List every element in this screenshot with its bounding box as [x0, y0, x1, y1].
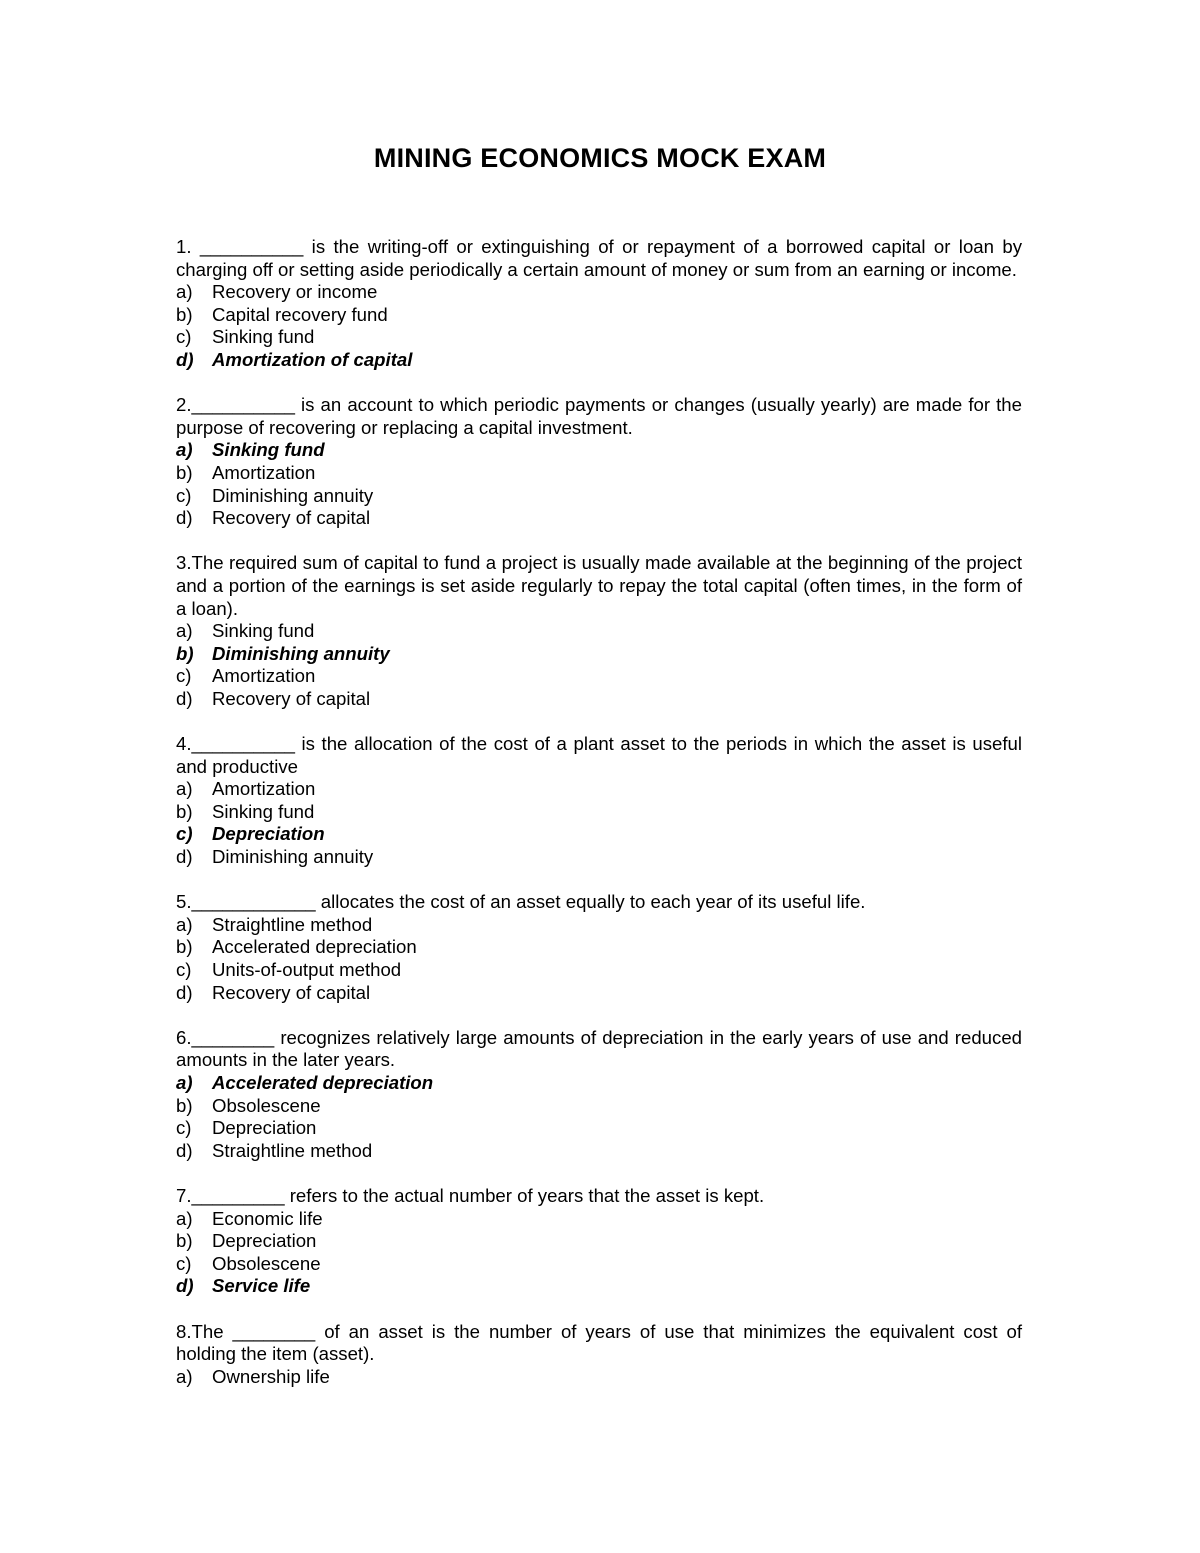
page-title: MINING ECONOMICS MOCK EXAM [373, 143, 827, 173]
option-text: Straightline method [212, 1139, 373, 1161]
question-stem: 8.The ________ of an asset is the number of years of use that minimizes the equivalent cost of holding the item (asset). [176, 1320, 1022, 1365]
option-letter: b) [176, 1230, 193, 1252]
answer-option [176, 485, 1022, 508]
option-letter: a) [176, 1365, 193, 1387]
option-text: Depreciation [212, 1117, 317, 1139]
option-list [176, 1366, 1022, 1389]
correct-answer-option [176, 1072, 1022, 1095]
option-letter: b) [176, 303, 193, 325]
option-list [176, 1208, 1022, 1298]
option-text: Obsolescene [212, 1252, 321, 1274]
option-text: Diminishing annuity [212, 846, 374, 868]
correct-answer-option [176, 349, 1022, 372]
option-text: Sinking fund [212, 439, 325, 461]
option-text: Service life [212, 1275, 311, 1297]
option-text: Amortization [212, 778, 316, 800]
question-6 [176, 1027, 1022, 1163]
correct-answer-option [176, 1275, 1022, 1298]
option-text: Capital recovery fund [212, 303, 388, 325]
option-letter: d) [176, 981, 193, 1003]
correct-answer-option [176, 823, 1022, 846]
option-text: Recovery of capital [212, 981, 371, 1003]
option-letter: b) [176, 1094, 193, 1116]
option-text: Amortization of capital [212, 348, 413, 370]
option-letter: d) [176, 1139, 193, 1161]
answer-option [176, 620, 1022, 643]
correct-answer-option [176, 439, 1022, 462]
answer-option [176, 462, 1022, 485]
option-letter: c) [176, 1252, 192, 1274]
answer-option [176, 281, 1022, 304]
option-text: Depreciation [212, 823, 325, 845]
option-list [176, 620, 1022, 710]
option-text: Accelerated depreciation [212, 936, 417, 958]
question-7 [176, 1185, 1022, 1298]
option-list [176, 914, 1022, 1004]
answer-option [176, 326, 1022, 349]
option-text: Straightline method [212, 913, 373, 935]
question-2 [176, 394, 1022, 530]
option-text: Economic life [212, 1207, 323, 1229]
answer-option [176, 665, 1022, 688]
answer-option [176, 1366, 1022, 1389]
answer-option [176, 1140, 1022, 1163]
answer-option [176, 778, 1022, 801]
option-text: Recovery or income [212, 281, 378, 303]
answer-option [176, 1230, 1022, 1253]
question-stem: 4.__________ is the allocation of the cost of a plant asset to the periods in which the asset is useful and productive [176, 733, 1022, 777]
option-text: Diminishing annuity [212, 484, 374, 506]
answer-option [176, 801, 1022, 824]
question-stem: 7._________ refers to the actual number of years that the asset is kept. [176, 1184, 765, 1206]
option-letter: a) [176, 913, 193, 935]
question-3 [176, 552, 1022, 710]
option-text: Diminishing annuity [212, 642, 390, 664]
option-list [176, 281, 1022, 371]
option-letter: a) [176, 1071, 193, 1093]
option-letter: c) [176, 665, 192, 687]
question-4 [176, 733, 1022, 869]
answer-option [176, 688, 1022, 711]
option-letter: a) [176, 620, 193, 642]
answer-option [176, 1253, 1022, 1276]
answer-option [176, 914, 1022, 937]
option-letter: b) [176, 461, 193, 483]
option-text: Recovery of capital [212, 507, 371, 529]
question-list [176, 236, 1022, 1411]
option-text: Amortization [212, 461, 316, 483]
option-text: Sinking fund [212, 326, 315, 348]
option-letter: d) [176, 687, 193, 709]
answer-option [176, 846, 1022, 869]
option-letter: d) [176, 1275, 194, 1297]
option-text: Obsolescene [212, 1094, 321, 1116]
answer-option [176, 936, 1022, 959]
answer-option [176, 1095, 1022, 1118]
answer-option [176, 1208, 1022, 1231]
option-text: Sinking fund [212, 800, 315, 822]
answer-option [176, 959, 1022, 982]
option-letter: a) [176, 281, 193, 303]
answer-option [176, 1117, 1022, 1140]
option-letter: a) [176, 1207, 193, 1229]
answer-option [176, 982, 1022, 1005]
option-text: Ownership life [212, 1365, 330, 1387]
option-text: Amortization [212, 665, 316, 687]
option-letter: d) [176, 846, 193, 868]
question-stem: 5.____________ allocates the cost of an asset equally to each year of its useful life. [176, 891, 866, 913]
option-letter: c) [176, 326, 192, 348]
question-8 [176, 1321, 1022, 1389]
option-letter: b) [176, 642, 194, 664]
option-text: Accelerated depreciation [212, 1071, 434, 1093]
question-5 [176, 891, 1022, 1004]
option-letter: c) [176, 823, 193, 845]
question-stem: 1. __________ is the writing-off or extinguishing of or repayment of a borrowed capital or loan by charging off or setting aside periodically a certain amount of money or sum from an earning or income. [176, 236, 1022, 280]
option-letter: d) [176, 507, 193, 529]
option-letter: b) [176, 936, 193, 958]
question-1 [176, 236, 1022, 372]
option-list [176, 1072, 1022, 1162]
option-text: Units-of-output method [212, 959, 402, 980]
option-list [176, 778, 1022, 868]
answer-option [176, 304, 1022, 327]
question-stem: 2.__________ is an account to which periodic payments or changes (usually yearly) are made for the purpose of recovering or replacing a capital investment. [176, 394, 1022, 438]
correct-answer-option [176, 643, 1022, 666]
option-letter: d) [176, 348, 194, 370]
option-letter: c) [176, 959, 192, 980]
option-list [176, 439, 1022, 529]
answer-option [176, 507, 1022, 530]
question-stem: 6.________ recognizes relatively large amounts of depreciation in the early years of use and reduced amounts in the later years. [176, 1026, 1022, 1071]
option-text: Recovery of capital [212, 687, 371, 709]
option-letter: a) [176, 439, 193, 461]
option-letter: a) [176, 778, 193, 800]
option-text: Depreciation [212, 1230, 317, 1252]
option-text: Sinking fund [212, 620, 315, 642]
option-letter: c) [176, 484, 192, 506]
option-letter: b) [176, 800, 193, 822]
question-stem: 3.The required sum of capital to fund a project is usually made available at the beginning of the project and a portion of the earnings is set aside regularly to repay the total capital (often times, in the form of a loan). [176, 552, 1022, 619]
option-letter: c) [176, 1117, 192, 1139]
